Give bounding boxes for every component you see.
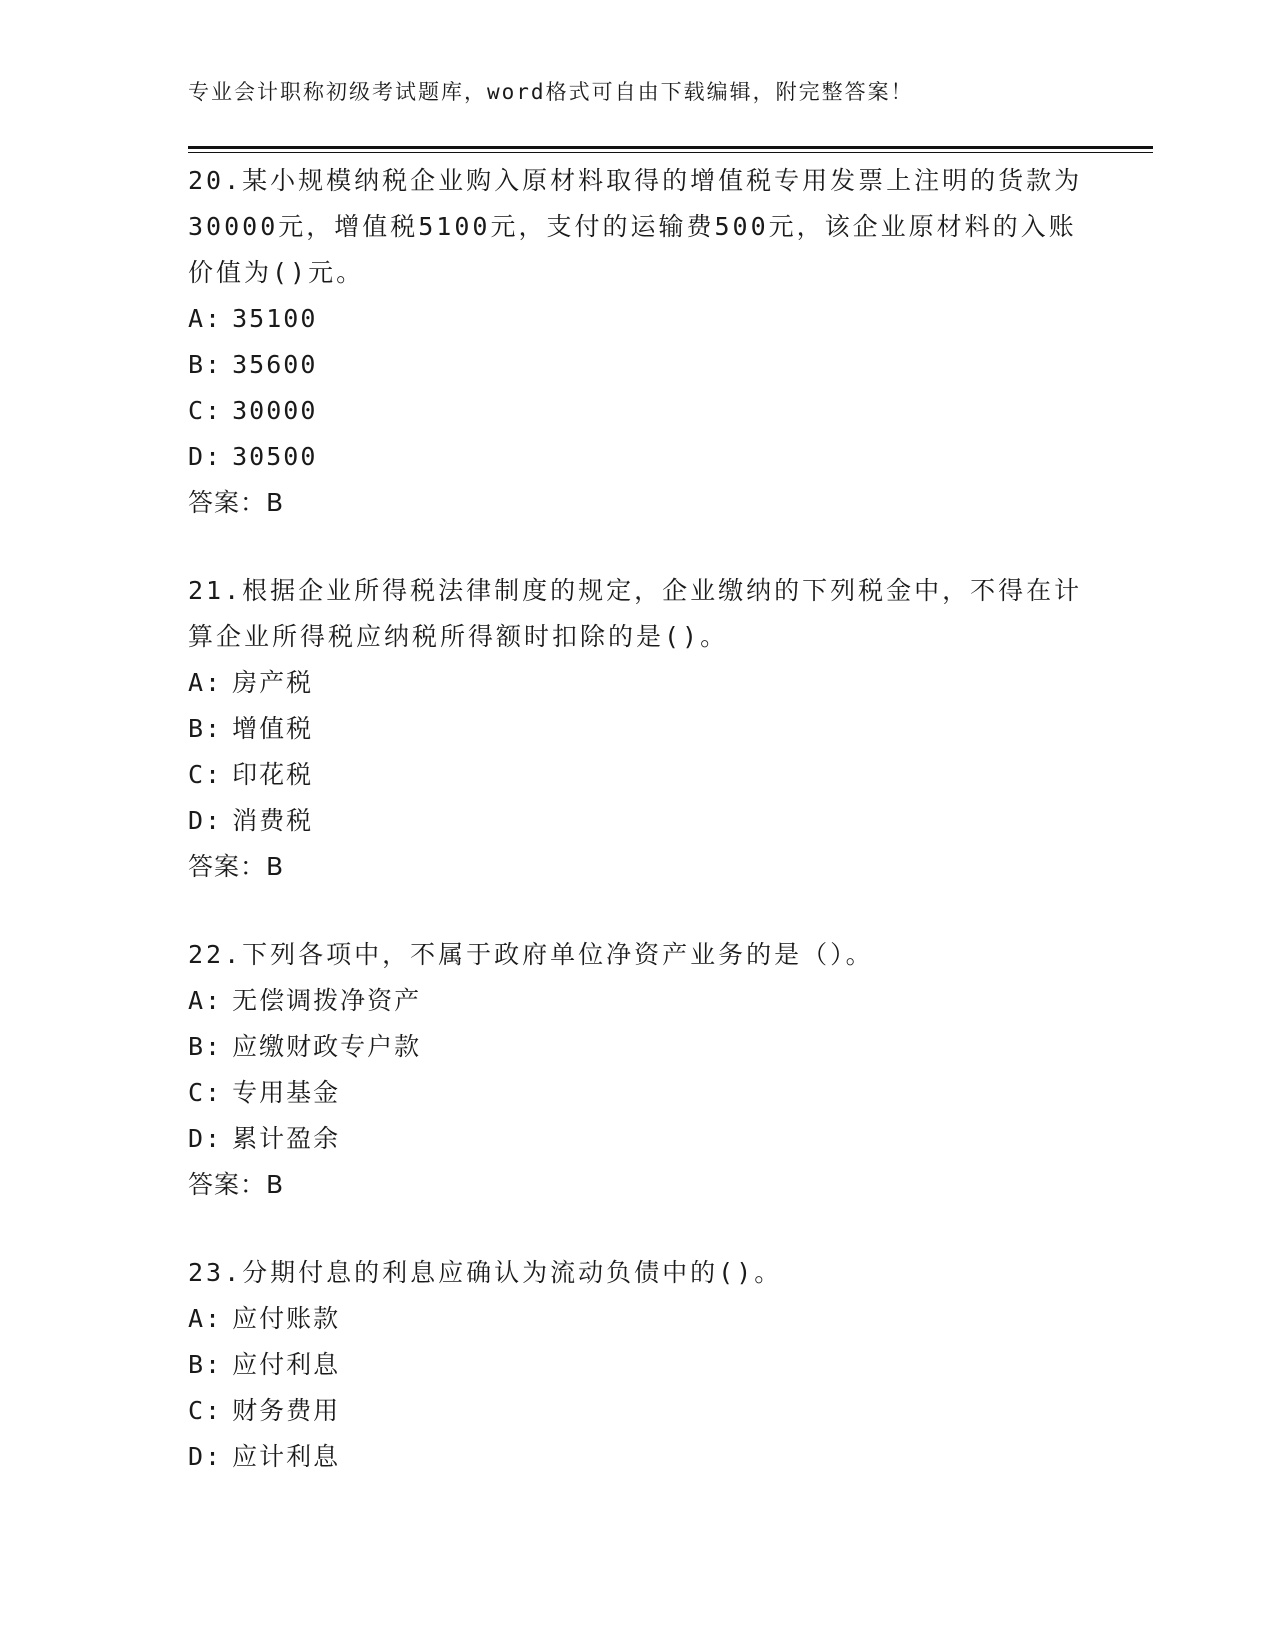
option-text: 无偿调拨净资产 [232,986,422,1015]
option-d [188,798,1088,844]
question-21 [188,568,1088,890]
option-d [188,434,1088,480]
question-stem: 23.分期付息的利息应确认为流动负债中的()。 [188,1258,783,1287]
option-key: D: [188,442,223,471]
option-key: B: [188,1032,223,1061]
option-key: A: [188,304,223,333]
option-key: C: [188,396,223,425]
option-text: 消费税 [232,806,314,835]
option-key: C: [188,1078,223,1107]
option-a [188,296,1088,342]
question-20 [188,158,1088,526]
question-22 [188,932,1088,1208]
option-c [188,1070,1088,1116]
answer-line: 答案：B [188,488,285,517]
answer-line: 答案：B [188,852,285,881]
option-key: B: [188,1350,223,1379]
question-list [188,158,1088,1522]
option-text: 专用基金 [232,1078,341,1107]
option-text: 印花税 [232,760,314,789]
option-key: D: [188,1442,223,1471]
page-header: 专业会计职称初级考试题库，word格式可自由下载编辑，附完整答案！ [188,80,914,104]
option-key: C: [188,1396,223,1425]
option-a [188,660,1088,706]
option-c [188,752,1088,798]
option-text: 财务费用 [232,1396,341,1425]
option-key: D: [188,1124,223,1153]
option-b [188,706,1088,752]
option-text: 30000 [232,396,318,425]
option-c [188,388,1088,434]
option-text: 应付利息 [232,1350,341,1379]
question-stem: 20.某小规模纳税企业购入原材料取得的增值税专用发票上注明的货款为30000元，增值税5100元，支付的运输费500元，该企业原材料的入账价值为()元。 [188,166,1083,287]
option-text: 累计盈余 [232,1124,341,1153]
option-b [188,1024,1088,1070]
option-text: 应计利息 [232,1442,341,1471]
header-divider-thin [188,152,1153,153]
option-key: A: [188,986,223,1015]
option-key: D: [188,806,223,835]
option-b [188,1342,1088,1388]
question-stem: 21.根据企业所得税法律制度的规定，企业缴纳的下列税金中，不得在计算企业所得税应纳税所得额时扣除的是()。 [188,576,1083,651]
option-d [188,1116,1088,1162]
option-c [188,1388,1088,1434]
option-text: 应缴财政专户款 [232,1032,422,1061]
option-key: C: [188,760,223,789]
question-23 [188,1250,1088,1480]
option-text: 应付账款 [232,1304,341,1333]
option-key: B: [188,714,223,743]
option-a [188,978,1088,1024]
option-key: A: [188,668,223,697]
option-text: 35600 [232,350,318,379]
option-key: A: [188,1304,223,1333]
option-a [188,1296,1088,1342]
option-b [188,342,1088,388]
answer-line: 答案：B [188,1170,285,1199]
question-stem: 22.下列各项中，不属于政府单位净资产业务的是（）。 [188,940,874,969]
option-text: 增值税 [232,714,314,743]
option-text: 30500 [232,442,318,471]
option-key: B: [188,350,223,379]
option-text: 35100 [232,304,318,333]
option-d [188,1434,1088,1480]
header-divider-thick [188,146,1153,149]
option-text: 房产税 [232,668,314,697]
